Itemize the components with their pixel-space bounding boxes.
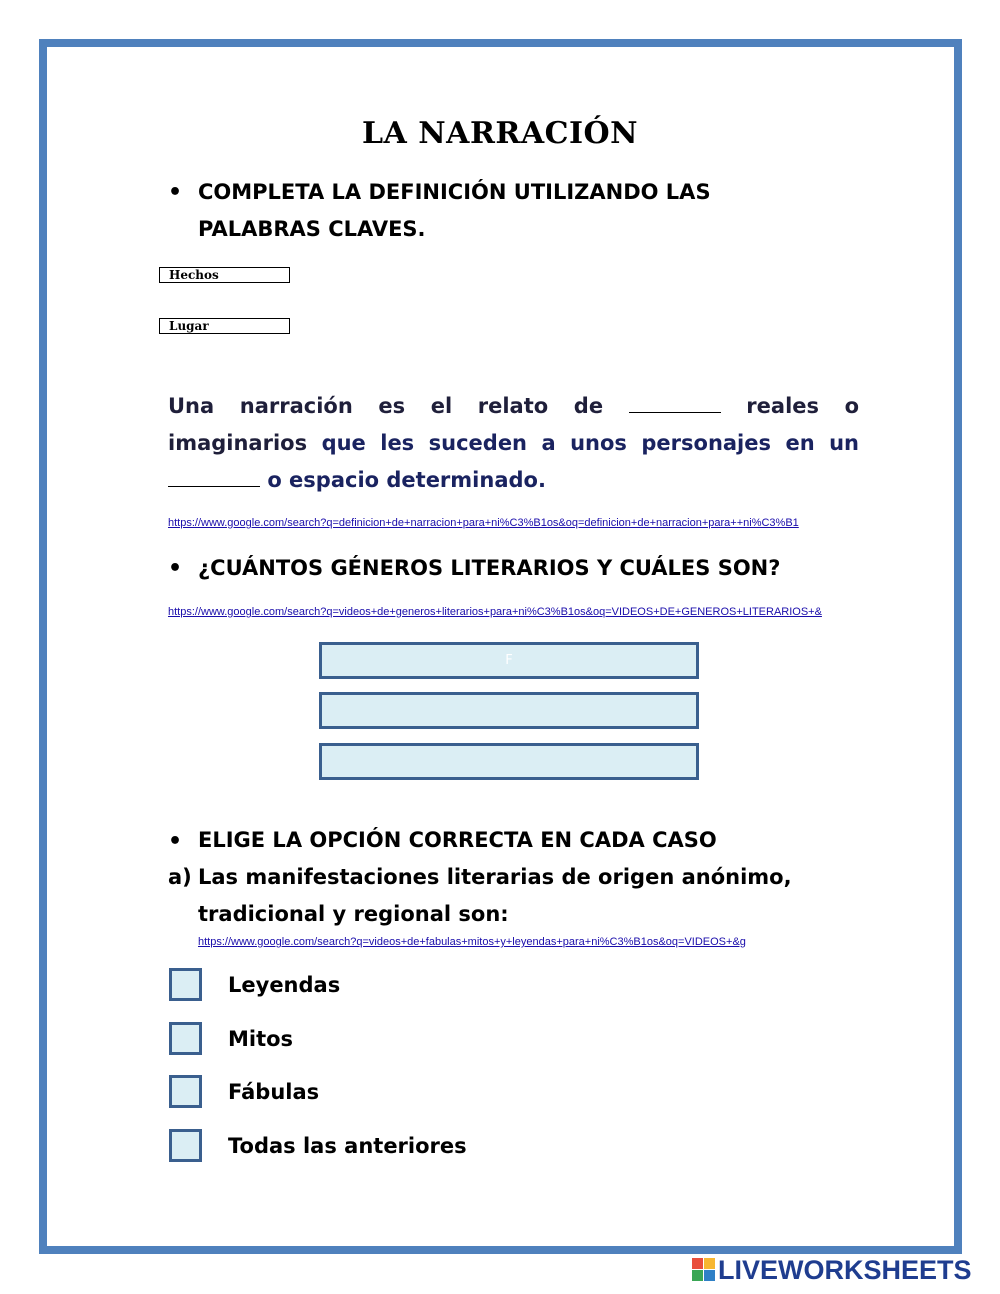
blank-1-drop-target[interactable]	[629, 394, 721, 413]
section1-heading-line1: COMPLETA LA DEFINICIÓN UTILIZANDO LAS	[198, 180, 711, 204]
definition-link[interactable]: https://www.google.com/search?q=definicion+de+narracion+para+ni%C3%B1os&oq=definicion+de+narracion+para++ni%C3%B1	[168, 517, 799, 529]
page-title: LA NARRACIÓN	[361, 116, 639, 151]
blank-2-drop-target[interactable]	[168, 468, 260, 487]
definition-text-c: que les suceden a unos personajes en un	[321, 431, 860, 455]
genre-answer-box-1[interactable]: F	[319, 642, 699, 679]
question-a-line1: Las manifestaciones literarias de origen anónimo,	[198, 865, 792, 889]
genre-answer-box-2[interactable]	[319, 692, 699, 729]
option-label-leyendas: Leyendas	[228, 973, 341, 997]
definition-text-a: Una narración es el relato de	[168, 394, 604, 418]
bullet: •	[168, 180, 183, 205]
question-a-line2: tradicional y regional son:	[198, 902, 509, 926]
option-label-mitos: Mitos	[228, 1027, 294, 1051]
brand-name: LIVEWORKSHEETS	[718, 1254, 972, 1285]
liveworksheets-logo	[692, 1256, 972, 1284]
item-marker: a)	[168, 865, 192, 889]
bullet: •	[168, 556, 183, 581]
definition-text-b: reales o imaginarios	[168, 394, 860, 455]
checkbox-todas[interactable]	[169, 1129, 202, 1162]
checkbox-fabulas[interactable]	[169, 1075, 202, 1108]
keyword-hechos[interactable]: Hechos	[159, 267, 290, 283]
checkbox-leyendas[interactable]	[169, 968, 202, 1001]
definition-text-d: o espacio determinado.	[267, 468, 546, 492]
genres-question: ¿CUÁNTOS GÉNEROS LITERARIOS Y CUÁLES SON?	[198, 556, 781, 580]
logo-icon	[692, 1258, 716, 1282]
section3-heading: ELIGE LA OPCIÓN CORRECTA EN CADA CASO	[198, 828, 717, 852]
section1-heading-line2: PALABRAS CLAVES.	[198, 217, 426, 241]
definition-paragraph	[168, 388, 859, 499]
option-label-todas: Todas las anteriores	[228, 1134, 467, 1158]
genres-link[interactable]: https://www.google.com/search?q=videos+de+generos+literarios+para+ni%C3%B1os&oq=VIDEOS+DE+GENEROS+LITERARIOS+&	[168, 606, 822, 618]
bullet: •	[168, 829, 183, 854]
checkbox-mitos[interactable]	[169, 1022, 202, 1055]
option-label-fabulas: Fábulas	[228, 1080, 320, 1104]
genre-answer-box-3[interactable]	[319, 743, 699, 780]
options-link[interactable]: https://www.google.com/search?q=videos+de+fabulas+mitos+y+leyendas+para+ni%C3%B1os&oq=VIDEOS+&g	[198, 936, 746, 948]
keyword-lugar[interactable]: Lugar	[159, 318, 290, 334]
